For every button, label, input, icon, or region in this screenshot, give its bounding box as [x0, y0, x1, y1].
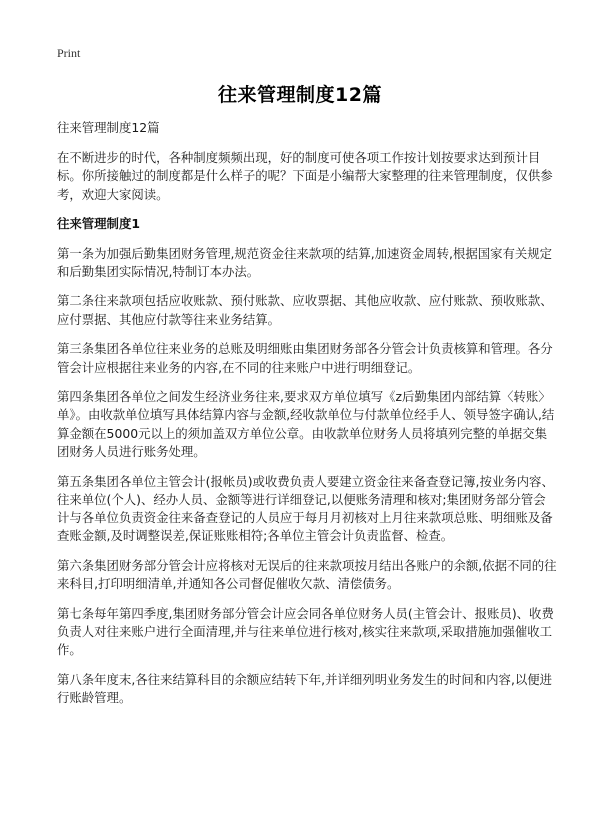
document-subtitle: 往来管理制度12篇 — [57, 120, 160, 135]
article-paragraph-4: 第四条集团各单位之间发生经济业务往来,要求双方单位填写《z后勤集团内部结算〈转账〉单》。由收款单位填写具体结算内容与金额,经收款单位与付款单位经手人、领导签字确认,结算金额在5000元以上的须加盖双方单位公章。由收款单位财务人员将填列完整的单据交集团财务人员进行账务处理。 — [57, 389, 555, 459]
intro-paragraph: 在不断进步的时代，各种制度频频出现，好的制度可使各项工作按计划按要求达到预计目标。你所接触过的制度都是什么样子的呢？下面是小编帮大家整理的往来管理制度，仅供参考，欢迎大家阅读。 — [57, 150, 553, 202]
page-title: 往来管理制度12篇 — [218, 84, 382, 106]
article-paragraph-2: 第二条往来款项包括应收账款、预付账款、应收票据、其他应收款、应付账款、预收账款、应付票据、其他应付款等往来业务结算。 — [57, 293, 553, 327]
article-paragraph-6: 第六条集团财务部分管会计应将核对无误后的往来款项按月结出各账户的余额,依据不同的往来科目,打印明细清单,并通知各公司督促催收欠款、清偿债务。 — [57, 557, 557, 592]
article-paragraph-1: 第一条为加强后勤集团财务管理,规范资金往来款项的结算,加速资金周转,根据国家有关规定和后勤集团实际情况,特制订本办法。 — [57, 245, 553, 279]
section-heading: 往来管理制度1 — [57, 216, 140, 232]
document-body — [57, 119, 557, 719]
print-label: Print — [57, 46, 81, 60]
article-paragraph-7: 第七条每年第四季度,集团财务部分管会计应会同各单位财务人员(主管会计、报账员)、收费负责人对往来账户进行全面清理,并与往来单位进行核对,核实往来款项,采取措施加强催收工作。 — [57, 605, 554, 658]
article-paragraph-5: 第五条集团各单位主管会计(报帐员)或收费负责人要建立资金往来备查登记簿,按业务内容、往来单位(个人)、经办人员、金额等进行详细登记,以便账务清理和核对;集团财务部分管会计与各单位负责资金往来备查登记的人员应于每月月初核对上月往来款项总账、明细账及备查账金额,及时调整误差,保证账账相符;各单位主管会计负责监督、检查。 — [57, 473, 554, 544]
article-paragraph-3: 第三条集团各单位往来业务的总账及明细账由集团财务部各分管会计负责核算和管理。各分管会计应根据往来业务的内容,在不同的往来账户中进行明细登记。 — [57, 341, 553, 375]
article-paragraph-8: 第八条年度末,各往来结算科目的余额应结转下年,并详细列明业务发生的时间和内容,以便进行账龄管理。 — [57, 671, 553, 706]
